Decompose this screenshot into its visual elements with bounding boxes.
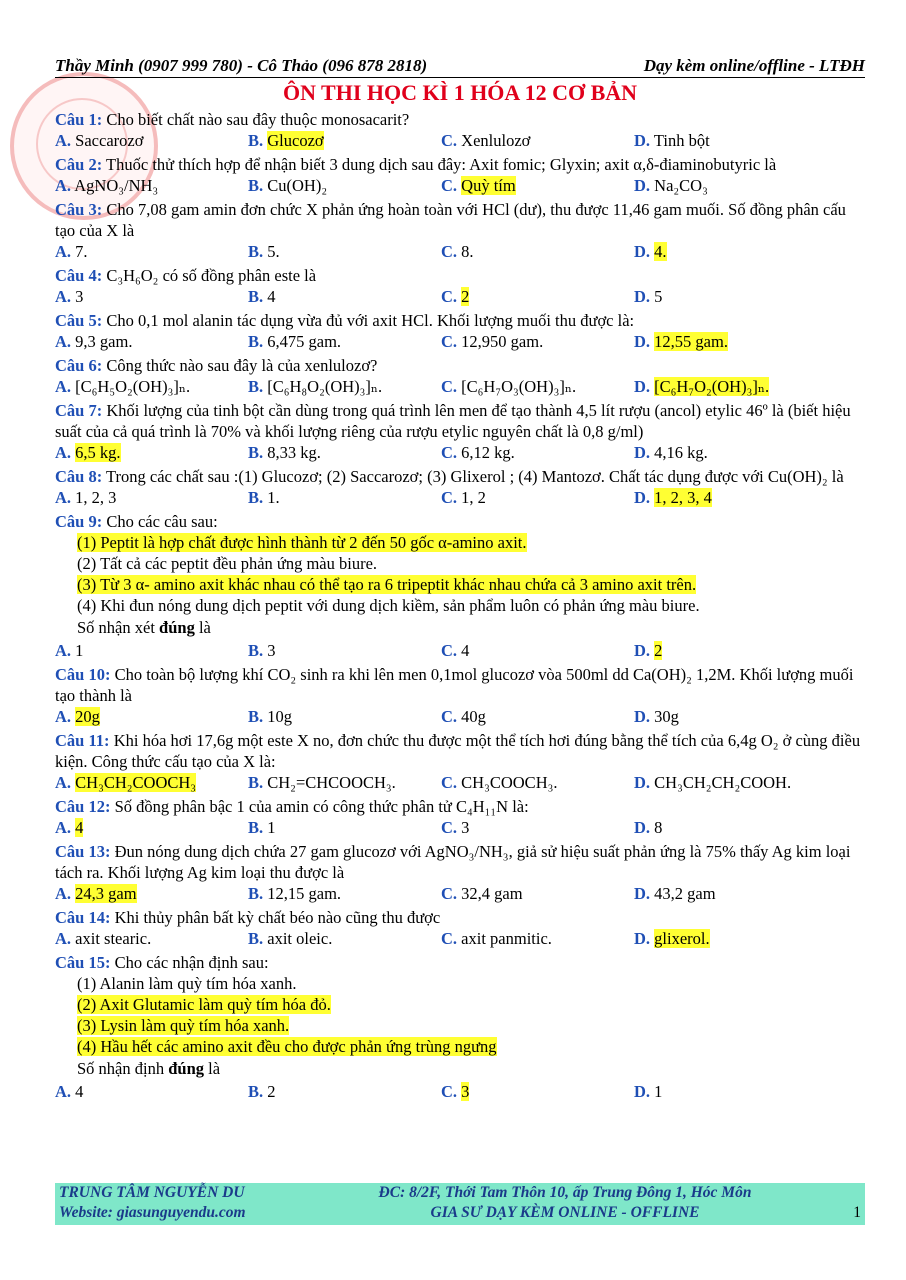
question-number: Câu 14: <box>55 908 111 927</box>
answer-option[interactable] <box>441 331 634 353</box>
option-letter: B. <box>248 377 264 396</box>
statement-item <box>55 595 865 616</box>
option-text-correct: Glucozơ <box>267 131 324 150</box>
answer-option[interactable] <box>634 817 662 839</box>
option-letter: B. <box>248 131 264 150</box>
option-text: 40g <box>461 707 486 726</box>
option-letter: B. <box>248 929 264 948</box>
option-text: 1, 2, 3 <box>75 488 117 507</box>
option-text-correct: 12,55 gam. <box>654 332 728 351</box>
option-letter: D. <box>634 242 651 261</box>
answer-options <box>55 1081 865 1103</box>
question-prompt: Cho toàn bộ lượng khí CO₂ sinh ra khi lên men 0,1mol glucozơ vòa 500ml dd Ca(OH)₂ 1,2M. Khối lượng muối tạo thành là <box>55 665 854 705</box>
answer-option[interactable] <box>55 772 248 794</box>
option-text: CH₃CH₂CH₂COOH. <box>654 773 792 792</box>
question-prompt: Khi hóa hơi 17,6g một este X no, đơn chức thu được một thể tích hơi đúng bằng thể tích của 6,4g O₂ ở cùng điều kiện. Công thức cấu tạo của X là: <box>55 731 861 771</box>
question-block <box>55 466 865 509</box>
option-text-correct: 4. <box>654 242 667 261</box>
question-prompt: Số đồng phân bậc 1 của amin có công thức phân tử C₄H₁₁N là: <box>114 797 529 816</box>
statement-text: (1) Alanin làm quỳ tím hóa xanh. <box>77 974 297 993</box>
statement-text: (2) Axit Glutamic làm quỳ tím hóa đỏ. <box>77 995 331 1014</box>
answer-option[interactable] <box>441 772 634 794</box>
answer-options <box>55 706 865 728</box>
ask-bold: đúng <box>168 1059 204 1078</box>
option-text: [C₆H₇O₃(OH)₃]ₙ. <box>461 377 577 396</box>
header-tagline: Dạy kèm online/offline - LTĐH <box>643 56 865 75</box>
option-text: 3 <box>267 641 276 660</box>
option-letter: A. <box>55 818 72 837</box>
answer-option[interactable] <box>441 376 634 398</box>
option-text: 8 <box>654 818 663 837</box>
option-letter: D. <box>634 773 651 792</box>
statement-item <box>55 994 865 1015</box>
question-prompt: Cho các câu sau: <box>106 512 218 531</box>
option-letter: C. <box>441 131 458 150</box>
answer-option[interactable] <box>248 376 441 398</box>
question-block <box>55 796 865 839</box>
answer-option[interactable] <box>248 130 441 152</box>
option-text-correct: 24,3 gam <box>75 884 137 903</box>
option-text: 5. <box>267 242 280 261</box>
answer-option[interactable] <box>634 376 769 398</box>
option-text: CH₂=CHCOOCH₃. <box>267 773 396 792</box>
statement-item <box>55 1015 865 1036</box>
ask-bold: đúng <box>159 618 195 637</box>
question-number: Câu 9: <box>55 512 103 531</box>
option-text: 4 <box>267 287 276 306</box>
option-letter: D. <box>634 287 651 306</box>
answer-option[interactable] <box>441 817 634 839</box>
question-number: Câu 11: <box>55 731 110 750</box>
question-number: Câu 10: <box>55 665 111 684</box>
option-letter: C. <box>441 818 458 837</box>
option-letter: C. <box>441 287 458 306</box>
option-letter: D. <box>634 332 651 351</box>
answer-option[interactable] <box>441 1081 634 1103</box>
statement-item <box>55 532 865 553</box>
option-letter: B. <box>248 884 264 903</box>
answer-option[interactable] <box>441 241 634 263</box>
answer-options <box>55 130 865 152</box>
option-letter: B. <box>248 818 264 837</box>
answer-option[interactable] <box>248 928 441 950</box>
answer-option[interactable] <box>441 130 634 152</box>
answer-option[interactable] <box>634 442 708 464</box>
option-letter: A. <box>55 131 72 150</box>
option-letter: B. <box>248 488 264 507</box>
option-text: 10g <box>267 707 293 726</box>
question-prompt: Khi thủy phân bất kỳ chất béo nào cũng thu được <box>114 908 441 927</box>
option-letter: A. <box>55 773 72 792</box>
answer-option[interactable] <box>634 772 791 794</box>
statement-text: (3) Lysin làm quỳ tím hóa xanh. <box>77 1016 290 1035</box>
option-letter: C. <box>441 707 458 726</box>
answer-option[interactable] <box>55 130 248 152</box>
option-letter: C. <box>441 884 458 903</box>
answer-options <box>55 241 865 263</box>
question-prompt: Cho biết chất nào sau đây thuộc monosacarit? <box>106 110 410 129</box>
answer-option[interactable] <box>248 883 441 905</box>
option-letter: A. <box>55 443 72 462</box>
option-text: 12,15 gam. <box>267 884 342 903</box>
option-text: 1 <box>267 818 276 837</box>
question-prompt: C₃H₆O₂ có số đồng phân este là <box>106 266 317 285</box>
option-letter: A. <box>55 1082 72 1101</box>
option-letter: D. <box>634 641 651 660</box>
answer-option[interactable] <box>634 640 662 662</box>
page-title: ÔN THI HỌC KÌ 1 HÓA 12 CƠ BẢN <box>282 80 638 105</box>
option-text: 3 <box>75 287 84 306</box>
option-letter: C. <box>441 176 458 195</box>
question-number: Câu 7: <box>55 401 103 420</box>
option-text: 43,2 gam <box>654 884 716 903</box>
document-page <box>55 56 865 1103</box>
option-letter: B. <box>248 773 264 792</box>
question-text <box>55 664 865 706</box>
question-number: Câu 8: <box>55 467 103 486</box>
question-text <box>55 109 865 130</box>
option-text-correct: Quỳ tím <box>461 176 516 195</box>
question-block <box>55 355 865 398</box>
answer-option[interactable] <box>55 376 248 398</box>
answer-options <box>55 883 865 905</box>
answer-option[interactable] <box>248 706 441 728</box>
option-letter: A. <box>55 707 72 726</box>
option-letter: D. <box>634 488 651 507</box>
option-text: 9,3 gam. <box>75 332 133 351</box>
option-text-correct: 2 <box>461 287 470 306</box>
question-text <box>55 154 865 175</box>
page-number: 1 <box>853 1204 861 1221</box>
answer-option[interactable] <box>248 772 441 794</box>
answer-option[interactable] <box>55 331 248 353</box>
option-text: 1. <box>267 488 280 507</box>
question-block <box>55 154 865 197</box>
question-number: Câu 5: <box>55 311 103 330</box>
option-letter: B. <box>248 1082 264 1101</box>
answer-option[interactable] <box>634 130 710 152</box>
answer-options <box>55 772 865 794</box>
answer-option[interactable] <box>55 706 248 728</box>
answer-option[interactable] <box>441 286 634 308</box>
option-letter: B. <box>248 242 264 261</box>
option-text: Tinh bột <box>653 131 710 150</box>
question-block <box>55 310 865 353</box>
answer-option[interactable] <box>634 1081 662 1103</box>
question-prompt: Đun nóng dung dịch chứa 27 gam glucozơ với AgNO₃/NH₃, giả sử hiệu suất phản ứng là 75% thấy Ag kim loại tách ra. Khối lượng Ag kim loại thu được là <box>55 842 851 882</box>
answer-option[interactable] <box>55 928 248 950</box>
option-letter: D. <box>634 1082 651 1101</box>
answer-option[interactable] <box>634 706 679 728</box>
answer-option[interactable] <box>634 331 728 353</box>
ask-suffix: là <box>204 1059 221 1078</box>
question-block <box>55 664 865 728</box>
option-letter: B. <box>248 641 264 660</box>
statement-item <box>55 553 865 574</box>
question-text <box>55 907 865 928</box>
option-text-correct: CH₃CH₂COOCH₃ <box>75 773 197 792</box>
statement-question <box>55 616 865 640</box>
option-text: 3 <box>461 818 470 837</box>
question-prompt: Cho 7,08 gam amin đơn chức X phản ứng hoàn toàn với HCl (dư), thu được 11,46 gam muối. Số đồng phân cấu tạo của X là <box>55 200 846 240</box>
option-letter: C. <box>441 242 458 261</box>
question-prompt: Công thức nào sau đây là của xenlulozơ? <box>106 356 378 375</box>
question-number: Câu 15: <box>55 953 111 972</box>
answer-option[interactable] <box>248 817 441 839</box>
answer-option[interactable] <box>634 928 710 950</box>
answer-options <box>55 331 865 353</box>
question-text <box>55 796 865 817</box>
answer-option[interactable] <box>55 241 248 263</box>
answer-options <box>55 376 865 398</box>
question-text <box>55 952 865 973</box>
answer-option[interactable] <box>248 1081 441 1103</box>
option-text: AgNO₃/NH₃ <box>74 176 159 195</box>
option-letter: D. <box>634 176 651 195</box>
statement-question <box>55 1057 865 1081</box>
answer-options <box>55 487 865 509</box>
answer-option[interactable] <box>441 928 634 950</box>
option-text-correct: 2 <box>654 641 663 660</box>
option-letter: D. <box>634 377 651 396</box>
question-text <box>55 265 865 286</box>
answer-option[interactable] <box>441 640 634 662</box>
option-letter: A. <box>55 287 72 306</box>
option-text: 1, 2 <box>461 488 486 507</box>
option-letter: A. <box>55 377 72 396</box>
option-letter: A. <box>55 884 72 903</box>
option-text: Saccarozơ <box>75 131 144 150</box>
option-text: axit stearic. <box>75 929 152 948</box>
option-letter: A. <box>55 929 72 948</box>
header-contacts: Thầy Minh (0907 999 780) - Cô Thảo (096 878 2818) <box>55 56 428 75</box>
question-block <box>55 841 865 905</box>
answer-option[interactable] <box>55 286 248 308</box>
footer-row-2 <box>55 1203 865 1223</box>
page-footer <box>55 1183 865 1225</box>
question-number: Câu 4: <box>55 266 103 285</box>
question-text <box>55 841 865 883</box>
option-text: 32,4 gam <box>461 884 523 903</box>
answer-option[interactable] <box>634 883 716 905</box>
option-text-correct: [C₆H₇O₂(OH)₃]ₙ. <box>654 377 770 396</box>
question-block <box>55 400 865 464</box>
option-text: 30g <box>654 707 679 726</box>
question-number: Câu 3: <box>55 200 103 219</box>
footer-website: Website: giasunguyendu.com <box>59 1204 246 1221</box>
statement-item <box>55 1036 865 1057</box>
option-text-correct: 4 <box>75 818 84 837</box>
answer-option[interactable] <box>634 487 712 509</box>
question-text <box>55 310 865 331</box>
answer-option[interactable] <box>441 175 634 197</box>
option-text: 4 <box>461 641 470 660</box>
answer-options <box>55 442 865 464</box>
option-letter: D. <box>634 818 651 837</box>
question-text <box>55 511 865 532</box>
answer-option[interactable] <box>248 331 441 353</box>
option-text: 4,16 kg. <box>654 443 708 462</box>
option-text: 5 <box>654 287 663 306</box>
question-number: Câu 13: <box>55 842 111 861</box>
question-prompt: Cho các nhận định sau: <box>114 953 269 972</box>
footer-spacer <box>801 1183 861 1203</box>
question-block <box>55 109 865 152</box>
option-letter: C. <box>441 929 458 948</box>
option-text: 12,950 gam. <box>461 332 544 351</box>
option-text-correct: 6,5 kg. <box>75 443 121 462</box>
option-text: 4 <box>75 1082 84 1101</box>
answer-option[interactable] <box>55 175 248 197</box>
statement-item <box>55 973 865 994</box>
option-text: 8. <box>461 242 474 261</box>
question-number: Câu 6: <box>55 356 103 375</box>
answer-option[interactable] <box>55 442 248 464</box>
option-letter: C. <box>441 488 458 507</box>
question-list <box>55 109 865 1103</box>
answer-option[interactable] <box>634 241 667 263</box>
option-letter: A. <box>55 641 72 660</box>
question-number: Câu 12: <box>55 797 111 816</box>
option-letter: B. <box>248 332 264 351</box>
option-text-correct: glixerol. <box>654 929 710 948</box>
ask-suffix: là <box>194 618 211 637</box>
question-text <box>55 400 865 442</box>
answer-option[interactable] <box>248 640 441 662</box>
answer-options <box>55 286 865 308</box>
option-letter: D. <box>634 929 651 948</box>
option-letter: A. <box>55 242 72 261</box>
footer-center-name: TRUNG TÂM NGUYỄN DU <box>59 1184 245 1201</box>
answer-option[interactable] <box>441 442 634 464</box>
footer-tagline: GIA SƯ DẠY KÈM ONLINE - OFFLINE <box>430 1204 700 1221</box>
answer-option[interactable] <box>634 175 708 197</box>
option-text: 1 <box>654 1082 663 1101</box>
footer-address: ĐC: 8/2F, Thới Tam Thôn 10, ấp Trung Đông 1, Hóc Môn <box>378 1184 752 1201</box>
answer-option[interactable] <box>248 241 441 263</box>
option-letter: C. <box>441 1082 458 1101</box>
statement-text: (3) Từ 3 α- amino axit khác nhau có thể tạo ra 6 tripeptit khác nhau chứa cả 3 amino axit trên. <box>77 575 697 594</box>
answer-option[interactable] <box>55 883 248 905</box>
option-letter: C. <box>441 443 458 462</box>
answer-options <box>55 928 865 950</box>
option-letter: D. <box>634 443 651 462</box>
question-block <box>55 907 865 950</box>
answer-option[interactable] <box>441 706 634 728</box>
option-text: axit panmitic. <box>461 929 552 948</box>
option-letter: B. <box>248 176 264 195</box>
answer-option[interactable] <box>248 442 441 464</box>
option-letter: A. <box>55 176 72 195</box>
option-text: Na₂CO₃ <box>654 176 708 195</box>
ask-prefix: Số nhận định <box>77 1059 169 1078</box>
option-text: 7. <box>75 242 88 261</box>
option-text-correct: 20g <box>75 707 100 726</box>
answer-option[interactable] <box>248 286 441 308</box>
question-prompt: Cho 0,1 mol alanin tác dụng vừa đủ với axit HCl. Khối lượng muối thu được là: <box>106 311 635 330</box>
answer-option[interactable] <box>441 883 634 905</box>
question-block <box>55 511 865 662</box>
option-text: Cu(OH)₂ <box>267 176 328 195</box>
question-prompt: Thuốc thử thích hợp để nhận biết 3 dung dịch sau đây: Axit fomic; Glyxin; axit α,δ-điaminobutyric là <box>106 155 777 174</box>
answer-options <box>55 175 865 197</box>
option-letter: C. <box>441 773 458 792</box>
option-text-correct: 1, 2, 3, 4 <box>654 488 712 507</box>
statement-text: (2) Tất cả các peptit đều phản ứng màu biure. <box>77 554 378 573</box>
option-text: 6,12 kg. <box>461 443 515 462</box>
page-header <box>55 56 865 78</box>
answer-option[interactable] <box>55 487 248 509</box>
answer-option[interactable] <box>248 175 441 197</box>
statement-text: (4) Hầu hết các amino axit đều cho được phản ứng trùng ngưng <box>77 1037 497 1056</box>
answer-option[interactable] <box>634 286 662 308</box>
question-block <box>55 730 865 794</box>
option-letter: D. <box>634 707 651 726</box>
answer-option[interactable] <box>55 640 248 662</box>
question-text <box>55 466 865 487</box>
question-text <box>55 355 865 376</box>
option-text: 1 <box>75 641 84 660</box>
option-text: CH₃COOCH₃. <box>461 773 558 792</box>
question-block <box>55 199 865 263</box>
option-letter: D. <box>634 131 651 150</box>
answer-option[interactable] <box>248 487 441 509</box>
option-letter: C. <box>441 332 458 351</box>
question-text <box>55 199 865 241</box>
option-letter: A. <box>55 332 72 351</box>
option-text: Xenlulozơ <box>461 131 531 150</box>
statement-item <box>55 574 865 595</box>
option-letter: B. <box>248 443 264 462</box>
option-text: 2 <box>267 1082 276 1101</box>
ask-prefix: Số nhận xét <box>77 618 160 637</box>
option-letter: D. <box>634 884 651 903</box>
footer-row-1 <box>55 1183 865 1203</box>
option-text: 8,33 kg. <box>267 443 321 462</box>
answer-option[interactable] <box>441 487 634 509</box>
question-prompt: Trong các chất sau :(1) Glucozơ; (2) Saccarozơ; (3) Glixerol ; (4) Mantozơ. Chất tác dụng được với Cu(OH)₂ là <box>106 467 844 486</box>
option-letter: B. <box>248 707 264 726</box>
option-text: [C₆H₅O₂(OH)₃]ₙ. <box>75 377 191 396</box>
answer-option[interactable] <box>55 1081 248 1103</box>
option-letter: C. <box>441 377 458 396</box>
option-text-correct: 3 <box>461 1082 470 1101</box>
answer-options <box>55 640 865 662</box>
option-letter: B. <box>248 287 264 306</box>
answer-option[interactable] <box>55 817 248 839</box>
option-text: [C₆H₈O₂(OH)₃]ₙ. <box>267 377 383 396</box>
question-block <box>55 265 865 308</box>
option-letter: A. <box>55 488 72 507</box>
question-block <box>55 952 865 1103</box>
statement-text: (1) Peptit là hợp chất được hình thành từ 2 đến 50 gốc α-amino axit. <box>77 533 527 552</box>
question-number: Câu 2: <box>55 155 103 174</box>
question-number: Câu 1: <box>55 110 103 129</box>
option-text: 6,475 gam. <box>267 332 342 351</box>
option-letter: C. <box>441 641 458 660</box>
answer-options <box>55 817 865 839</box>
question-text <box>55 730 865 772</box>
option-text: axit oleic. <box>267 929 333 948</box>
statement-text: (4) Khi đun nóng dung dịch peptit với dung dịch kiềm, sản phẩm luôn có phản ứng màu biure. <box>77 596 700 615</box>
question-prompt: Khối lượng của tinh bột cần dùng trong quá trình lên men để tạo thành 4,5 lít rượu (ancol) etylic 46º là (biết hiệu suất của cả quá trình là 70% và khối lượng riêng của rượu etylic nguyên chất là 0,8 g/ml) <box>55 401 851 441</box>
